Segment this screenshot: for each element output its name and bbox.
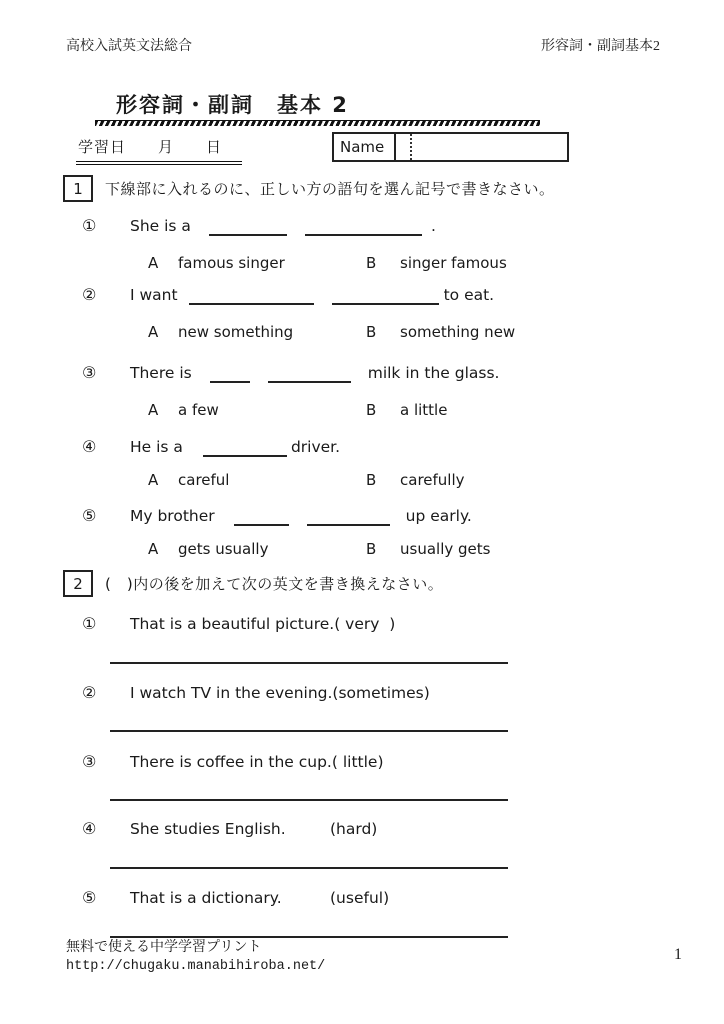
hint-word: (sometimes) bbox=[332, 684, 430, 702]
name-label: Name bbox=[334, 134, 396, 160]
rewrite-sentence: I watch TV in the evening. bbox=[130, 684, 333, 702]
option-a-text: new something bbox=[178, 323, 294, 341]
sentence-post: . bbox=[430, 217, 436, 235]
sentence-post: driver. bbox=[290, 438, 341, 456]
title-underline-hatch bbox=[95, 120, 540, 126]
s1-question-3 bbox=[82, 362, 724, 384]
header-right-text: 形容詞・副詞基本2 bbox=[541, 39, 660, 54]
fill-blank bbox=[307, 510, 390, 526]
question-number: ③ bbox=[82, 363, 97, 382]
section2-instruction: ( )内の後を加えて次の英文を書き換えなさい。 bbox=[105, 575, 444, 593]
answer-line bbox=[110, 799, 508, 801]
section1-header bbox=[63, 175, 724, 202]
fill-blank bbox=[203, 441, 287, 457]
page-footer bbox=[66, 938, 325, 976]
sentence-post: to eat. bbox=[443, 286, 495, 304]
section2-number-box: 2 bbox=[63, 570, 93, 597]
s1-options-1 bbox=[148, 253, 724, 274]
question-number: ⑤ bbox=[82, 506, 97, 525]
running-header bbox=[0, 0, 724, 56]
s1-question-1 bbox=[82, 215, 724, 237]
option-b-text: singer famous bbox=[400, 254, 507, 272]
rewrite-sentence: That is a beautiful picture. bbox=[130, 615, 335, 633]
sentence-post: milk in the glass. bbox=[367, 364, 500, 382]
sentence-pre: I want bbox=[130, 286, 178, 304]
rewrite-sentence: There is coffee in the cup. bbox=[130, 753, 332, 771]
footer-url-text: http://chugaku.manabihiroba.net/ bbox=[66, 959, 326, 974]
date-name-row bbox=[76, 134, 724, 165]
section2-header bbox=[63, 570, 724, 597]
s1-options-4 bbox=[148, 470, 724, 491]
s2-question-2 bbox=[82, 682, 724, 704]
question-number: ① bbox=[82, 216, 97, 235]
question-number: ④ bbox=[82, 437, 97, 456]
option-b-letter: B bbox=[366, 401, 377, 419]
hint-word: (useful) bbox=[330, 889, 390, 907]
header-left-text: 高校入試英文法総合 bbox=[66, 39, 192, 54]
s2-question-3 bbox=[82, 751, 724, 773]
option-b-text: something new bbox=[400, 323, 516, 341]
s1-options-5 bbox=[148, 539, 724, 560]
option-a-letter: A bbox=[148, 323, 159, 341]
option-b-text: carefully bbox=[400, 471, 465, 489]
rewrite-sentence: That is a dictionary. bbox=[130, 889, 282, 907]
option-b-text: usually gets bbox=[400, 540, 491, 558]
option-b-text: a little bbox=[400, 401, 448, 419]
section1-number-box: 1 bbox=[63, 175, 93, 202]
hint-word: (hard) bbox=[330, 820, 378, 838]
s1-question-4 bbox=[82, 436, 724, 458]
answer-line bbox=[110, 662, 508, 664]
page-number: 1 bbox=[674, 946, 682, 963]
question-number: ⑤ bbox=[82, 888, 97, 907]
s1-question-2 bbox=[82, 284, 724, 306]
section1-instruction: 下線部に入れるのに、正しい方の語句を選ん記号で書きなさい。 bbox=[105, 180, 555, 198]
fill-blank bbox=[332, 289, 439, 305]
fill-blank bbox=[305, 220, 422, 236]
option-b-letter: B bbox=[366, 323, 377, 341]
option-a-text: a few bbox=[178, 401, 219, 419]
option-a-text: gets usually bbox=[178, 540, 269, 558]
hint-word: ( very ) bbox=[334, 615, 396, 633]
option-a-text: careful bbox=[178, 471, 230, 489]
rewrite-sentence: She studies English. bbox=[130, 820, 286, 838]
name-write-area bbox=[412, 134, 567, 160]
option-b-letter: B bbox=[366, 540, 377, 558]
option-a-letter: A bbox=[148, 401, 159, 419]
option-a-letter: A bbox=[148, 471, 159, 489]
fill-blank bbox=[209, 220, 287, 236]
hint-word: ( little) bbox=[331, 753, 384, 771]
answer-line bbox=[110, 867, 508, 869]
option-b-letter: B bbox=[366, 471, 377, 489]
option-a-letter: A bbox=[148, 540, 159, 558]
option-a-letter: A bbox=[148, 254, 159, 272]
s2-question-1 bbox=[82, 613, 724, 635]
page-title: 形容詞・副詞 基本 2 bbox=[116, 93, 349, 117]
option-a-text: famous singer bbox=[178, 254, 285, 272]
s1-question-5 bbox=[82, 505, 724, 527]
question-number: ④ bbox=[82, 819, 97, 838]
question-number: ② bbox=[82, 683, 97, 702]
name-furigana-divider bbox=[396, 134, 412, 160]
s1-options-2 bbox=[148, 322, 724, 343]
option-b-letter: B bbox=[366, 254, 377, 272]
footer-credit-text: 無料で使える中学学習プリント bbox=[66, 940, 262, 955]
fill-blank bbox=[189, 289, 314, 305]
fill-blank bbox=[210, 367, 250, 383]
s2-question-4 bbox=[82, 818, 724, 840]
s1-options-3 bbox=[148, 400, 724, 421]
question-number: ① bbox=[82, 614, 97, 633]
question-number: ② bbox=[82, 285, 97, 304]
fill-blank bbox=[268, 367, 351, 383]
study-date-label: 学習日 月 日 bbox=[76, 134, 242, 165]
answer-line bbox=[110, 730, 508, 732]
sentence-pre: She is a bbox=[130, 217, 191, 235]
question-number: ③ bbox=[82, 752, 97, 771]
sentence-post: up early. bbox=[405, 507, 472, 525]
s2-question-5 bbox=[82, 887, 724, 909]
name-box bbox=[332, 132, 569, 162]
sentence-pre: There is bbox=[130, 364, 192, 382]
sentence-pre: He is a bbox=[130, 438, 183, 456]
fill-blank bbox=[234, 510, 289, 526]
sentence-pre: My brother bbox=[130, 507, 215, 525]
